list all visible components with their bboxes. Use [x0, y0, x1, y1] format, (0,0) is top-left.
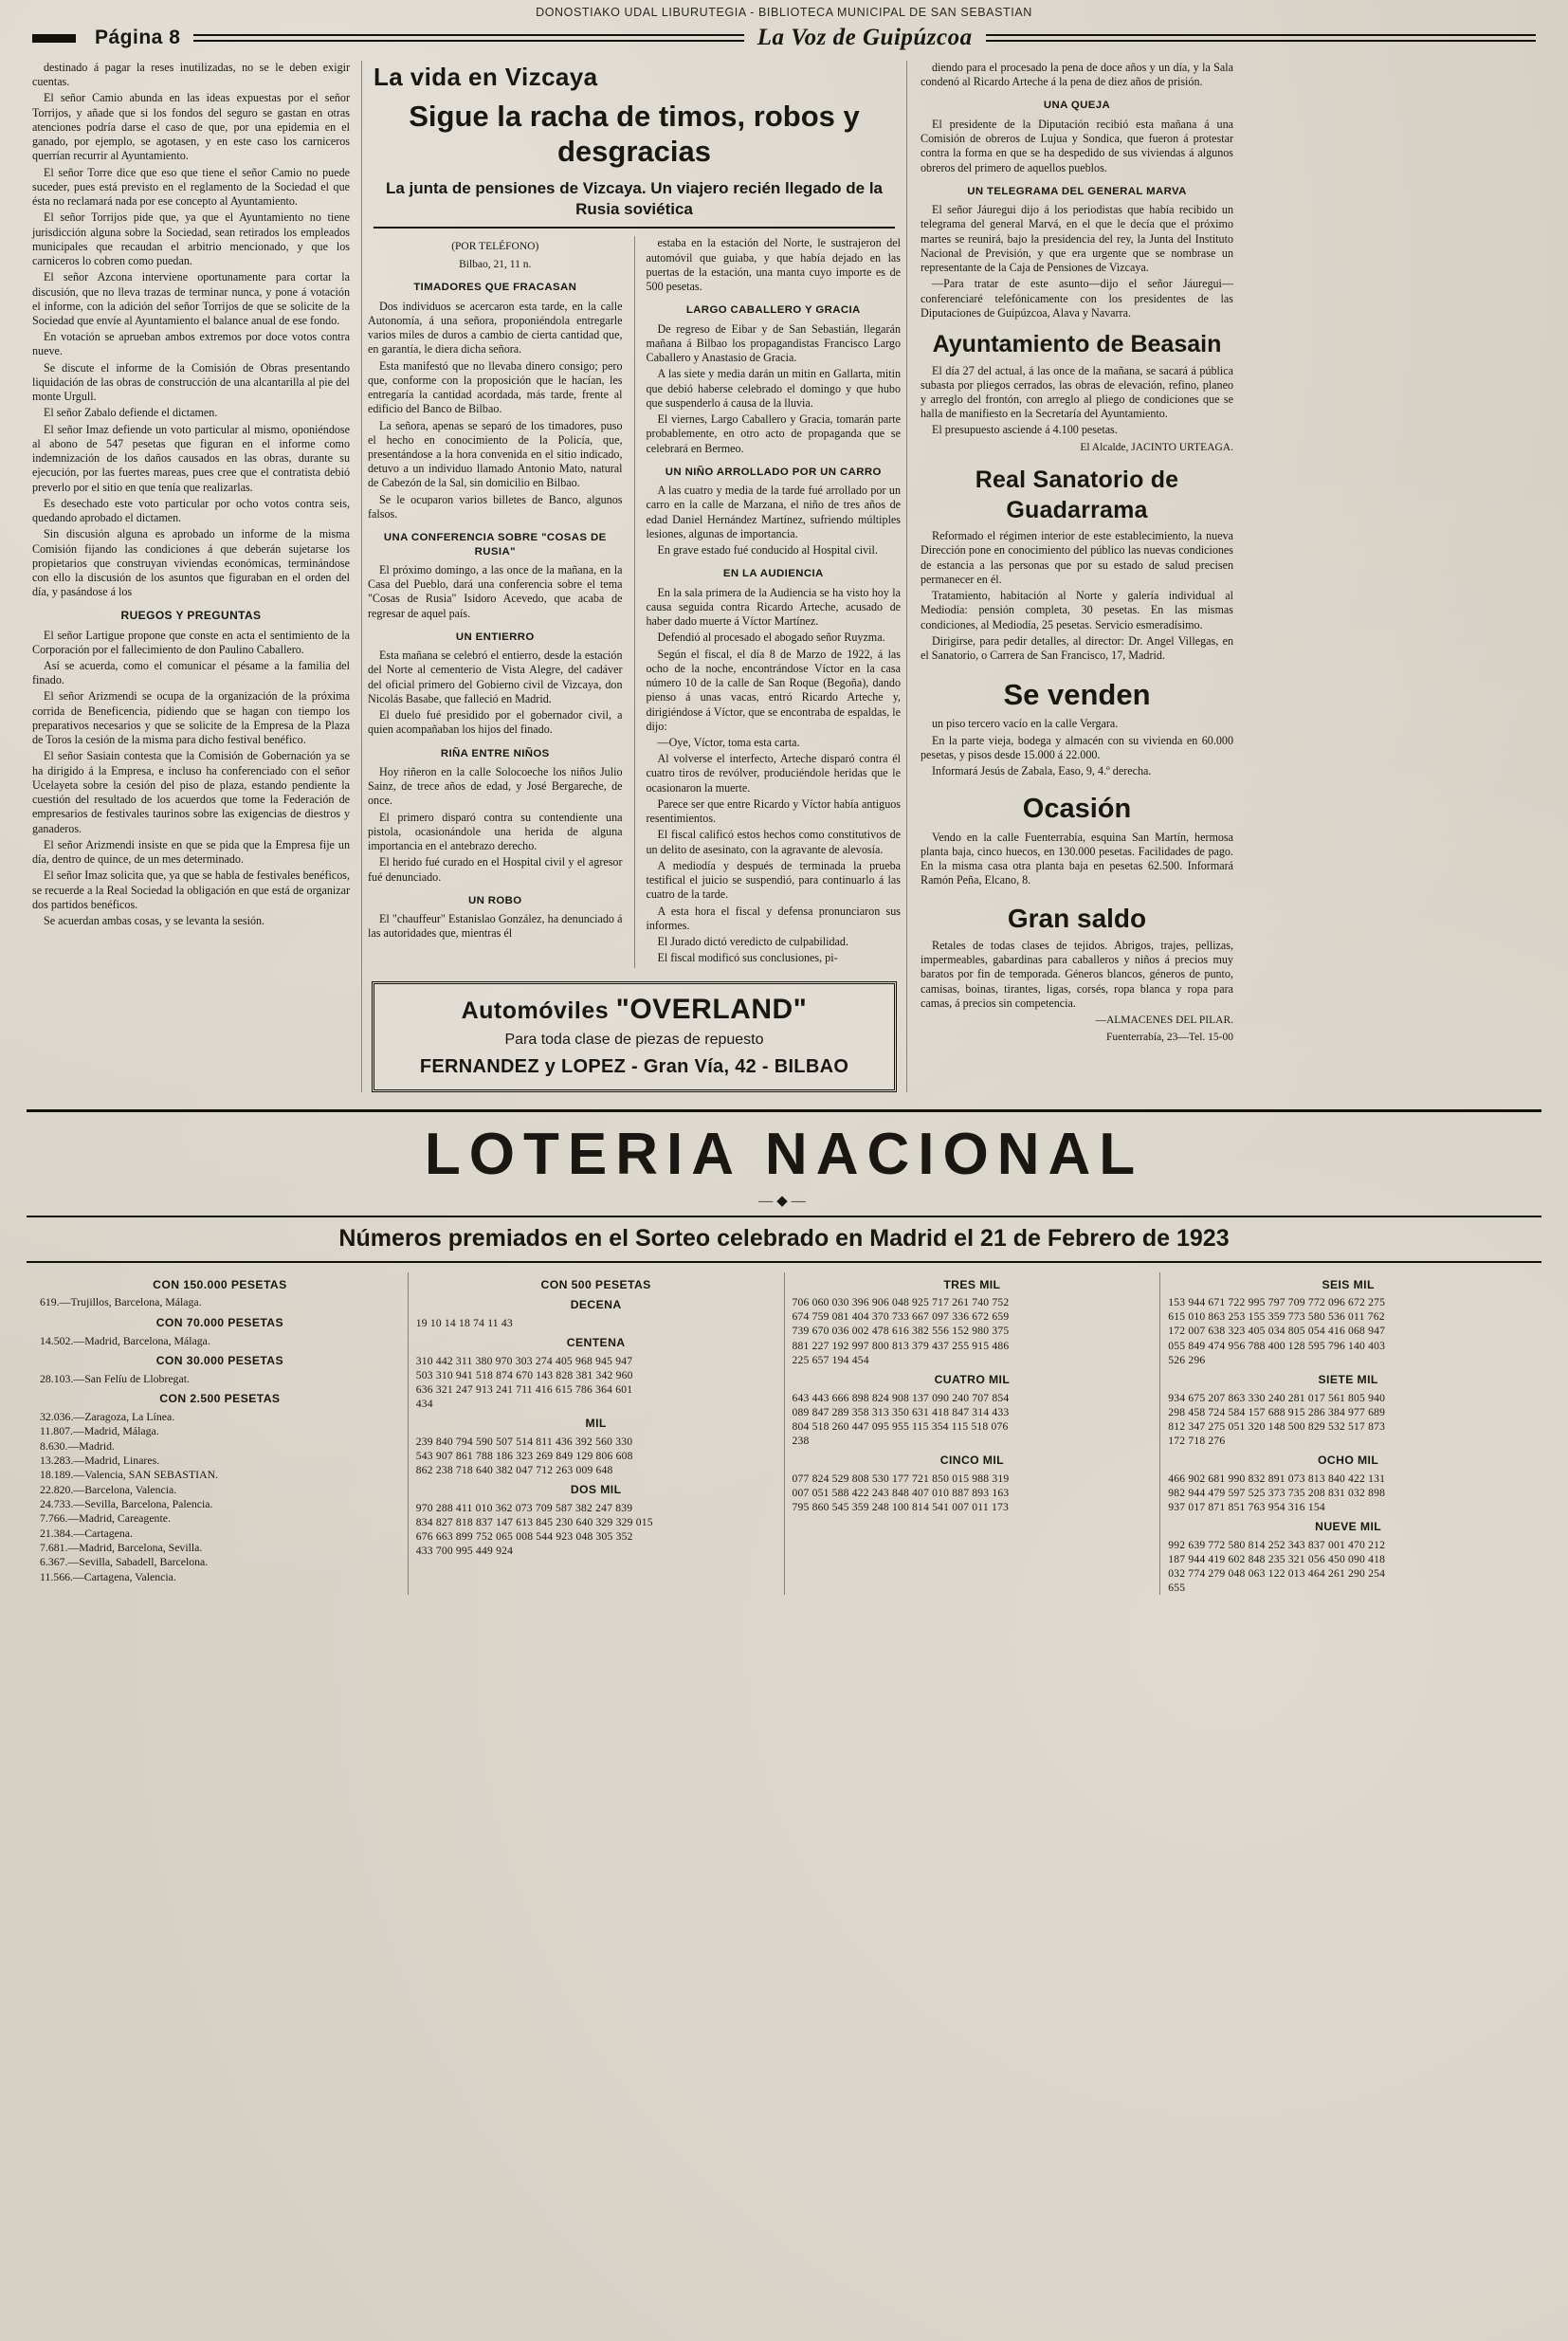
- loteria-prize-line: 21.384.—Cartagena.: [40, 1526, 133, 1540]
- loteria-number-line: 032 774 279 048 063 122 013 464 261 290 254: [1168, 1566, 1386, 1580]
- subhead-telegrama: UN TELEGRAMA DEL GENERAL MARVA: [967, 185, 1187, 197]
- loteria-group-head: CON 30.000 PESETAS: [155, 1353, 284, 1367]
- signature-almacenes-address: Fuenterrabía, 23—Tel. 15-00: [1106, 1031, 1233, 1043]
- paragraph: Dirigirse, para pedir detalles, al director: Dr. Angel Villegas, en el Sanatorio, o Carrera de San Francisco, 17, Madrid.: [921, 633, 1233, 663]
- paragraph: Es desechado este voto particular por ocho votos contra seis, quedando aprobado el dictamen.: [32, 496, 350, 525]
- paragraph: El señor Torrijos pide que, ya que el Ayuntamiento no tiene jurisdicción alguna sobre la Sociedad, sean retirados los empleados municipales que recaudan el arbitrio mencionado, y que los carniceros lo cobren como puedan.: [32, 210, 350, 268]
- paragraph: Según el fiscal, el día 8 de Marzo de 1922, á las ocho de la noche, encontrándose Víctor en la casa número 10 de la calle de San Roque (Begoña), dando pienso á unas vacas, entró Ricardo Arteche y, dirigiéndose á Víctor, que se encontraba de espaldas, le dijo:: [646, 647, 901, 733]
- loteria-number-line: 676 663 899 752 065 008 544 923 048 305 352: [415, 1530, 633, 1544]
- paragraph: El señor Jáuregui dijo á los periodistas que había recibido un telegrama del general Marvá, en el que le decía que el próximo martes se reunirá, bajo la presidencia del rey, la Junta del Instituto Nacional de Previsión, y que era urgente que se nombrase un representante de la Caja de Pensiones de Vizcaya.: [921, 203, 1233, 275]
- loteria-number-line: 706 060 030 396 906 048 925 717 261 740 752: [792, 1296, 1010, 1309]
- paragraph: El señor Lartigue propone que conste en acta el sentimiento de la Corporación por el fallecimiento de don Paulino Caballero.: [32, 628, 350, 656]
- paragraph: Se acuerdan ambas cosas, y se levanta la sesión.: [44, 914, 265, 927]
- subhead-ruegos: RUEGOS Y PREGUNTAS: [120, 609, 262, 623]
- loteria-group-head: CON 70.000 PESETAS: [155, 1315, 284, 1329]
- heading-gran-saldo: Gran saldo: [1007, 903, 1147, 933]
- paragraph: De regreso de Eibar y de San Sebastián, llegarán mañana á Bilbao los propagandistas Francisco Largo Caballero y Anastasio de Gracia.: [646, 321, 901, 365]
- loteria-number-line: 503 310 941 518 874 670 143 828 381 342 960: [415, 1369, 633, 1382]
- paragraph: La señora, apenas se separó de los timadores, puso el hecho en conocimiento de la Policía, que, presentándose a la hora convenida en el sitio indicado, detuvo a un individuo llamado Antonio Mato, natural de Cabezón de la Sal, sin domicilio en Bilbao.: [368, 418, 623, 490]
- paragraph: un piso tercero vacío en la calle Vergara.: [932, 717, 1119, 731]
- paragraph: Dos individuos se acercaron esta tarde, en la calle Autonomía, á una señora, proponiéndola entregarle varios miles de duros a cambio de cierta cantidad que, en garantía, le diera dicha señora.: [368, 299, 623, 357]
- loteria-number-line: 862 238 718 640 382 047 712 263 009 648: [415, 1464, 613, 1477]
- paragraph: El señor Azcona interviene oportunamente para cortar la discusión, que no lleva trazas de terminar nunca, y pone á votación el informe, con la adición del señor Torrijos de que se solicite de la Sociedad que envíe al Ayuntamiento el balance anual de ese fondo.: [32, 270, 350, 327]
- paragraph: En grave estado fué conducido al Hospital civil.: [657, 543, 878, 558]
- subhead-nino-arrollado: UN NIÑO ARROLLADO POR UN CARRO: [665, 466, 882, 478]
- loteria-prize-line: 28.103.—San Felíu de Llobregat.: [40, 1371, 190, 1385]
- paragraph: Al volverse el interfecto, Arteche disparó contra él cuatro tiros de revólver, produciéndole heridas que le ocasionaron la muerte.: [646, 752, 901, 795]
- subhead-robo: UN ROBO: [467, 894, 522, 906]
- paragraph: Esta mañana se celebró el entierro, desde la estación del Norte al cementerio de Vista Alegre, del cadáver del oficial primero del Gobierno civil de Vizcaya, don Nicolás Basabe, que falleció en Madrid.: [368, 649, 623, 705]
- loteria-group-head: OCHO MIL: [1318, 1453, 1379, 1467]
- paragraph: El herido fué curado en el Hospital civil y el agresor fué denunciado.: [368, 855, 623, 884]
- paragraph: El primero disparó contra su contendiente una pistola, ocasionándole una herida de alguna importancia en el antebrazo derecho.: [368, 810, 623, 853]
- section-title-vizcaya: La vida en Vizcaya: [374, 63, 598, 91]
- col1-body2: [32, 629, 350, 929]
- loteria-prize-line: 32.036.—Zaragoza, La Línea.: [40, 1409, 175, 1423]
- ad-overland[interactable]: [372, 981, 897, 1092]
- paragraph: Hoy riñeron en la calle Solocoeche los niños Julio Sainz, de trece años de edad, y José Bergareche, de once.: [368, 764, 623, 808]
- loteria-number-line: 674 759 081 404 370 733 667 097 336 672 659: [792, 1310, 1010, 1324]
- paragraph: El presidente de la Diputación recibió esta mañana á una Comisión de obreros de Lujua y Sondica, que fueron á protestar contra la forma en que se ha despedido de sus viviendas á algunos obreros del primero de aquellos pueblos.: [921, 117, 1233, 174]
- paragraph: A esta hora el fiscal y defensa pronunciaron sus informes.: [646, 904, 901, 932]
- subhead-rina: RIÑA ENTRE NIÑOS: [440, 747, 550, 759]
- subhead-audiencia: EN LA AUDIENCIA: [722, 568, 824, 580]
- vizcaya-column-right: [635, 236, 902, 967]
- loteria-number-line: 310 442 311 380 970 303 274 405 968 945 947: [415, 1355, 633, 1368]
- paragraph: El señor Imaz defiende un voto particular al mismo, oponiéndose al abono de 547 pesetas que figuran en el informe como indemnización de los daños causados en las obras, durante su ejecución, por las fuertes mareas, pues cree que el contratista debió preverlo por el sitio en que tenía que realizarlas.: [32, 422, 350, 494]
- ad-overland-pre: Automóviles: [461, 997, 610, 1024]
- paragraph: A mediodía y después de terminada la prueba testifical el juicio se suspendió, para continuarlo á las cuatro de la tarde.: [646, 858, 901, 902]
- paragraph: Defendió al procesado el abogado señor Ruyzma.: [657, 631, 885, 645]
- paragraph: El señor Arizmendi insiste en que se pida que la Empresa fije un día, dentro de quince, de un mes determinado.: [32, 837, 350, 867]
- loteria-number-line: 937 017 871 851 763 954 316 154: [1168, 1500, 1325, 1513]
- paragraph: Reformado el régimen interior de este establecimiento, la nueva Dirección pone en conocimiento del público las nuevas condiciones de estancia a las personas que por su estado de salud precisen permanecer en él.: [921, 529, 1233, 586]
- loteria-column-500: [409, 1272, 785, 1595]
- paragraph: El viernes, Largo Caballero y Gracia, tomarán parte probablemente, en otro acto de propaganda que se celebrará en Bermeo.: [646, 412, 901, 455]
- subhead-conferencia: UNA CONFERENCIA SOBRE "COSAS DE RUSIA": [383, 532, 607, 558]
- paragraph: Esta manifestó que no llevaba dinero consigo; pero que, conforme con la proposición que le hacían, les entregaría la cantidad acordada, más tarde, frente al edificio del Banco de Bilbao.: [368, 358, 623, 416]
- loteria-number-line: 881 227 192 997 800 813 379 437 255 915 486: [792, 1339, 1010, 1352]
- paragraph: Vendo en la calle Fuenterrabía, esquina San Martín, hermosa planta baja, cinco huecos, en 130.000 pesetas. Facilidades de pago. En la misma casa otra planta baja en pesetas 62.500. Informará Ramón Peña, Elcano, 8.: [921, 830, 1233, 887]
- loteria-number-line: 992 639 772 580 814 252 343 837 001 470 212: [1168, 1538, 1386, 1551]
- heading-se-venden: Se venden: [1003, 678, 1151, 712]
- loteria-number-line: 812 347 275 051 320 148 500 829 532 517 873: [1168, 1419, 1386, 1433]
- subhead-entierro: UN ENTIERRO: [455, 631, 535, 643]
- paragraph: El señor Sasiain contesta que la Comisión de Gobernación ya se ha dirigido á la Empresa, e incluso ha conferenciado con el señor Ucelayeta sobre la cesión del piso de plaza, estando pendiente la cuestión del resultado de los acuerdos que tome la Federación de empresarios de festivales taurinos sobre las exigencias de diestros y ganaderos.: [32, 749, 350, 835]
- subhead-largo-caballero: LARGO CABALLERO Y GRACIA: [685, 304, 861, 317]
- masthead-dash: [32, 34, 76, 43]
- paragraph: El fiscal modificó sus conclusiones, pi-: [657, 951, 838, 965]
- paragraph: El presupuesto asciende á 4.100 pesetas.: [932, 423, 1118, 437]
- paragraph: —Para tratar de este asunto—dijo el señor Jáuregui—conferenciaré telefónicamente con los presidentes de las Diputaciones de Guipúzcoa, Alava y Navarra.: [921, 277, 1233, 320]
- paragraph: diendo para el procesado la pena de doce años y un día, y la Sala condenó al Ricardo Arteche á la pena de diez años de prisión.: [921, 61, 1233, 89]
- subheadline-vizcaya: La junta de pensiones de Vizcaya. Un viajero recién llegado de la Rusia soviética: [374, 178, 895, 229]
- ad-overland-line1: [382, 994, 886, 1026]
- subhead-queja: UNA QUEJA: [1043, 100, 1111, 112]
- loteria-group-head: CINCO MIL: [939, 1453, 1004, 1467]
- loteria-number-line: 238: [792, 1434, 810, 1447]
- loteria-number-line: 055 849 474 956 788 400 128 595 796 140 403: [1168, 1339, 1386, 1352]
- paragraph: Se le ocuparon varios billetes de Banco, algunos falsos.: [368, 492, 623, 521]
- paragraph: destinado á pagar la reses inutilizadas, no se le deben exigir cuentas.: [32, 61, 350, 89]
- loteria-title: LOTERIA NACIONAL: [424, 1121, 1144, 1187]
- masthead-rule-left: [193, 34, 743, 42]
- loteria-prize-line: 7.766.—Madrid, Careagente.: [40, 1511, 171, 1526]
- heading-sanatorio: Real Sanatorio de Guadarrama: [975, 466, 1179, 523]
- paragraph: Se discute el informe de la Comisión de Obras presentando liquidación de las obras de construcción de una alcantarilla al pie del monte Urgull.: [32, 360, 350, 404]
- loteria-prize-line: 6.367.—Sevilla, Sabadell, Barcelona.: [40, 1555, 209, 1569]
- paragraph: El fiscal calificó estos hechos como constitutivos de un delito de asesinato, con la agravante de alevosía.: [646, 828, 901, 856]
- paragraph: Retales de todas clases de tejidos. Abrigos, trajes, pellizas, impermeables, gabardinas para caballeros y niños á precios muy baratos por fin de temporada. Géneros blancos, géneros de punto, camisas, boinas, tirantes, ligas, corsés, ropa blanca y ropa para camas, á precios sin competencia.: [921, 938, 1233, 1010]
- loteria-number-line: 007 051 588 422 243 848 407 010 887 893 163: [792, 1486, 1010, 1499]
- page-columns: [0, 51, 1568, 1092]
- loteria-prize-line: 22.820.—Barcelona, Valencia.: [40, 1482, 177, 1496]
- loteria-number-line: 739 670 036 002 478 616 382 556 152 980 375: [792, 1325, 1010, 1338]
- paragraph: Sin discusión alguna es aprobado un informe de la misma Comisión fijando las condiciones á que deberán sujetarse los propietarios que construyan viviendas económicas, terminándose con ello la discusión de los asuntos que figuraban en el orden del día, y pasándose á los: [32, 527, 350, 599]
- loteria-prize-line: 7.681.—Madrid, Barcelona, Sevilla.: [40, 1540, 203, 1554]
- vizcaya-column-left: [368, 236, 635, 967]
- loteria-number-line: 636 321 247 913 241 711 416 615 786 364 601: [415, 1383, 633, 1397]
- loteria-prize-line: 11.807.—Madrid, Málaga.: [40, 1424, 159, 1438]
- loteria-group-head: SIETE MIL: [1318, 1372, 1378, 1386]
- loteria-group-head: MIL: [585, 1417, 607, 1431]
- masthead: [0, 25, 1568, 51]
- loteria-column-6-9mil: [1160, 1272, 1536, 1595]
- page-number-label: Página 8: [95, 27, 181, 48]
- heading-ocasion: Ocasión: [1022, 794, 1132, 825]
- loteria-prize-line: 619.—Trujillos, Barcelona, Málaga.: [40, 1295, 202, 1309]
- loteria-number-line: 19 10 14 18 74 11 43: [415, 1317, 513, 1330]
- loteria-group-head: CENTENA: [566, 1336, 626, 1350]
- paragraph: El señor Camio abunda en las ideas expuestas por el señor Torrijos, y añade que si los fondos del seguro se gastan en otras atenciones podría darse el caso de que, por una epidemia en el ganado, por ejemplo, se agotasen, y en este caso los carniceros querrían recurrir al Ayuntamiento.: [32, 91, 350, 163]
- paragraph: El señor Imaz solicita que, ya que se habla de festivales benéficos, se recuerde a la Real Sociedad la obligación en que está de organizar dos partidos benéficos.: [32, 869, 350, 911]
- loteria-number-line: 187 944 419 602 848 235 321 056 450 090 418: [1168, 1552, 1386, 1565]
- loteria-number-line: 089 847 289 358 313 350 631 418 847 314 433: [792, 1405, 1010, 1418]
- loteria-number-line: 543 907 861 788 186 323 269 849 129 806 608: [415, 1450, 633, 1463]
- subhead-timadores: TIMADORES QUE FRACASAN: [413, 282, 577, 294]
- loteria-number-line: 298 458 724 584 157 688 915 286 384 977 689: [1168, 1405, 1386, 1418]
- paragraph: El señor Zabalo defiende el dictamen.: [44, 406, 218, 420]
- paper-title: La Voz de Guipúzcoa: [757, 25, 973, 50]
- loteria-group-head: SEIS MIL: [1322, 1277, 1375, 1291]
- column-ads: [906, 61, 1233, 1092]
- paragraph: Parece ser que entre Ricardo y Víctor había antiguos resentimientos.: [646, 796, 901, 826]
- loteria-number-line: 434: [415, 1398, 433, 1411]
- paragraph: En la parte vieja, bodega y almacén con su vivienda en 60.000 pesetas, y pisos desde 15.000 á 22.000.: [921, 733, 1233, 761]
- paragraph: El día 27 del actual, á las once de la mañana, se sacará á pública subasta por pliegos cerrados, las obras de elevación, refino, planeo y arreglo del frontón, con arreglo al pliego de condiciones que se halla de manifiesto en la Secretaría del Ayuntamiento.: [921, 363, 1233, 421]
- loteria-group-head: DECENA: [570, 1298, 622, 1312]
- paragraph: El próximo domingo, a las once de la mañana, en la Casa del Pueblo, dará una conferencia sobre el tema "Cosas de Rusia" Isidoro Acevedo, que acaba de regresar de aquel país.: [368, 562, 623, 620]
- paragraph: El señor Arizmendi se ocupa de la organización de la próxima corrida de Beneficencia, pidiendo que se hagan con tiempo los preparativos necesarios y que se solicite de la Empresa de la Plaza de Toros la cesión de la misma para dicho festival benéfico.: [32, 689, 350, 747]
- loteria-number-line: 172 007 638 323 405 034 805 054 416 068 947: [1168, 1325, 1386, 1338]
- archive-header: DONOSTIAKO UDAL LIBURUTEGIA - BIBLIOTECA MUNICIPAL DE SAN SEBASTIAN: [536, 6, 1032, 19]
- col1-body: [32, 61, 350, 599]
- paragraph: El "chauffeur" Estanislao González, ha denunciado á las autoridades que, mientras él: [368, 912, 623, 941]
- vizcaya-block: [362, 61, 906, 1092]
- paragraph: Informará Jesús de Zabala, Easo, 9, 4.º derecha.: [932, 764, 1152, 778]
- loteria-number-line: 982 944 479 597 525 373 735 208 831 032 898: [1168, 1486, 1386, 1499]
- loteria-number-line: 934 675 207 863 330 240 281 017 561 805 940: [1168, 1391, 1386, 1404]
- loteria-column-3-5mil: [785, 1272, 1161, 1595]
- dateline: Bilbao, 21, 11 n.: [459, 258, 532, 270]
- masthead-rule-right: [986, 34, 1536, 42]
- loteria-number-line: 795 860 545 359 248 100 814 541 007 011 173: [792, 1500, 1009, 1513]
- paragraph: A las cuatro y media de la tarde fué arrollado por un carro en la calle de Marzana, el niño de tres años de edad Daniel Hernández Martínez, sufriendo múltiples lesiones, algunas de importancia.: [646, 484, 901, 540]
- telephone-note: (POR TELÉFONO): [451, 241, 539, 253]
- paragraph: En la sala primera de la Audiencia se ha visto hoy la causa seguida contra Ricardo Arteche, acusado de haber dado muerte á Víctor Martínez.: [646, 585, 901, 629]
- loteria-group-head: CON 2.500 PESETAS: [159, 1392, 281, 1406]
- paragraph: A las siete y media darán un mitin en Gallarta, mitin que debió haberse celebrado el domingo y que hubo que suspenderlo á causa de la lluvia.: [646, 367, 901, 410]
- loteria-prize-line: 8.630.—Madrid.: [40, 1438, 115, 1453]
- paragraph: —Oye, Víctor, toma esta carta.: [657, 735, 800, 749]
- paragraph: estaba en la estación del Norte, le sustrajeron del automóvil que guiaba, y que había dejado en las puertas de la estación, una manta cuyo importe es de 500 pesetas.: [646, 236, 901, 294]
- loteria-group-head: NUEVE MIL: [1315, 1519, 1382, 1533]
- loteria-number-line: 153 944 671 722 995 797 709 772 096 672 275: [1168, 1296, 1386, 1309]
- loteria-section: [27, 1109, 1541, 1595]
- paragraph: Así se acuerda, como el comunicar el pésame a la familia del finado.: [32, 659, 350, 687]
- loteria-number-line: 615 010 863 253 155 359 773 580 536 011 762: [1168, 1310, 1385, 1324]
- loteria-subtitle: Números premiados en el Sorteo celebrado en Madrid el 21 de Febrero de 1923: [27, 1216, 1541, 1263]
- loteria-number-line: 834 827 818 837 147 613 845 230 640 329 329 015: [415, 1516, 653, 1529]
- loteria-number-line: 225 657 194 454: [792, 1353, 869, 1366]
- loteria-prize-line: 24.733.—Sevilla, Barcelona, Palencia.: [40, 1496, 213, 1510]
- loteria-columns: [27, 1272, 1541, 1595]
- paragraph: El Jurado dictó veredicto de culpabilidad.: [657, 935, 848, 949]
- loteria-number-line: 526 296: [1168, 1353, 1206, 1366]
- loteria-number-line: 466 902 681 990 832 891 073 813 840 422 131: [1168, 1472, 1386, 1485]
- paragraph: El señor Torre dice que eso que tiene el señor Camio no puede suceder, pues está previsto en el reglamento de la Sociedad el que ésta no reclamará nada por ese concepto al Ayuntamiento.: [32, 165, 350, 209]
- loteria-number-line: 172 718 276: [1168, 1434, 1226, 1447]
- ad-overland-line2: Para toda clase de piezas de repuesto: [504, 1031, 764, 1048]
- loteria-prize-line: 13.283.—Madrid, Linares.: [40, 1453, 160, 1467]
- loteria-col-head: CON 500 PESETAS: [540, 1277, 651, 1291]
- ad-overland-brand: "OVERLAND": [615, 993, 808, 1025]
- loteria-prize-line: 11.566.—Cartagena, Valencia.: [40, 1569, 176, 1583]
- loteria-number-line: 643 443 666 898 824 908 137 090 240 707 854: [792, 1391, 1010, 1404]
- loteria-ornament: —◆—: [758, 1193, 810, 1209]
- loteria-number-line: 433 700 995 449 924: [415, 1545, 514, 1558]
- heading-ayuntamiento-beasain: Ayuntamiento de Beasain: [932, 331, 1222, 357]
- paragraph: El duelo fué presidido por el gobernador civil, a quien acompañaban los hijos del finado.: [368, 708, 623, 737]
- ad-overland-line3: FERNANDEZ y LOPEZ - Gran Vía, 42 - BILBAO: [419, 1055, 849, 1077]
- signature-alcalde: El Alcalde, JACINTO URTEAGA.: [1080, 441, 1233, 453]
- loteria-prize-line: 18.189.—Valencia, SAN SEBASTIAN.: [40, 1468, 219, 1482]
- loteria-number-line: 970 288 411 010 362 073 709 587 382 247 839: [415, 1502, 633, 1515]
- signature-almacenes: —ALMACENES DEL PILAR.: [1095, 1015, 1233, 1027]
- loteria-group-head: CON 150.000 PESETAS: [153, 1277, 287, 1291]
- paragraph: En votación se aprueban ambos extremos por doce votos contra nueve.: [32, 330, 350, 358]
- column-municipal: [32, 61, 362, 1092]
- paragraph: Tratamiento, habitación al Norte y galería individual al Mediodía: pensión completa, 30 pesetas. En las mismas condiciones, al Mediodía, 25 pesetas. Servicio esmeradísimo.: [921, 589, 1233, 631]
- loteria-number-line: 239 840 794 590 507 514 811 436 392 560 330: [415, 1436, 633, 1449]
- loteria-group-head: TRES MIL: [943, 1277, 1001, 1291]
- loteria-number-line: 655: [1168, 1581, 1186, 1594]
- loteria-group-head: DOS MIL: [570, 1483, 622, 1497]
- loteria-number-line: 077 824 529 808 530 177 721 850 015 988 319: [792, 1472, 1010, 1485]
- headline-vizcaya: Sigue la racha de timos, robos y desgracias: [409, 100, 860, 168]
- loteria-number-line: 804 518 260 447 095 955 115 354 115 518 076: [792, 1419, 1009, 1433]
- loteria-group-head: CUATRO MIL: [934, 1372, 1011, 1386]
- loteria-column-premios: [32, 1272, 409, 1595]
- loteria-prize-line: 14.502.—Madrid, Barcelona, Málaga.: [40, 1333, 210, 1347]
